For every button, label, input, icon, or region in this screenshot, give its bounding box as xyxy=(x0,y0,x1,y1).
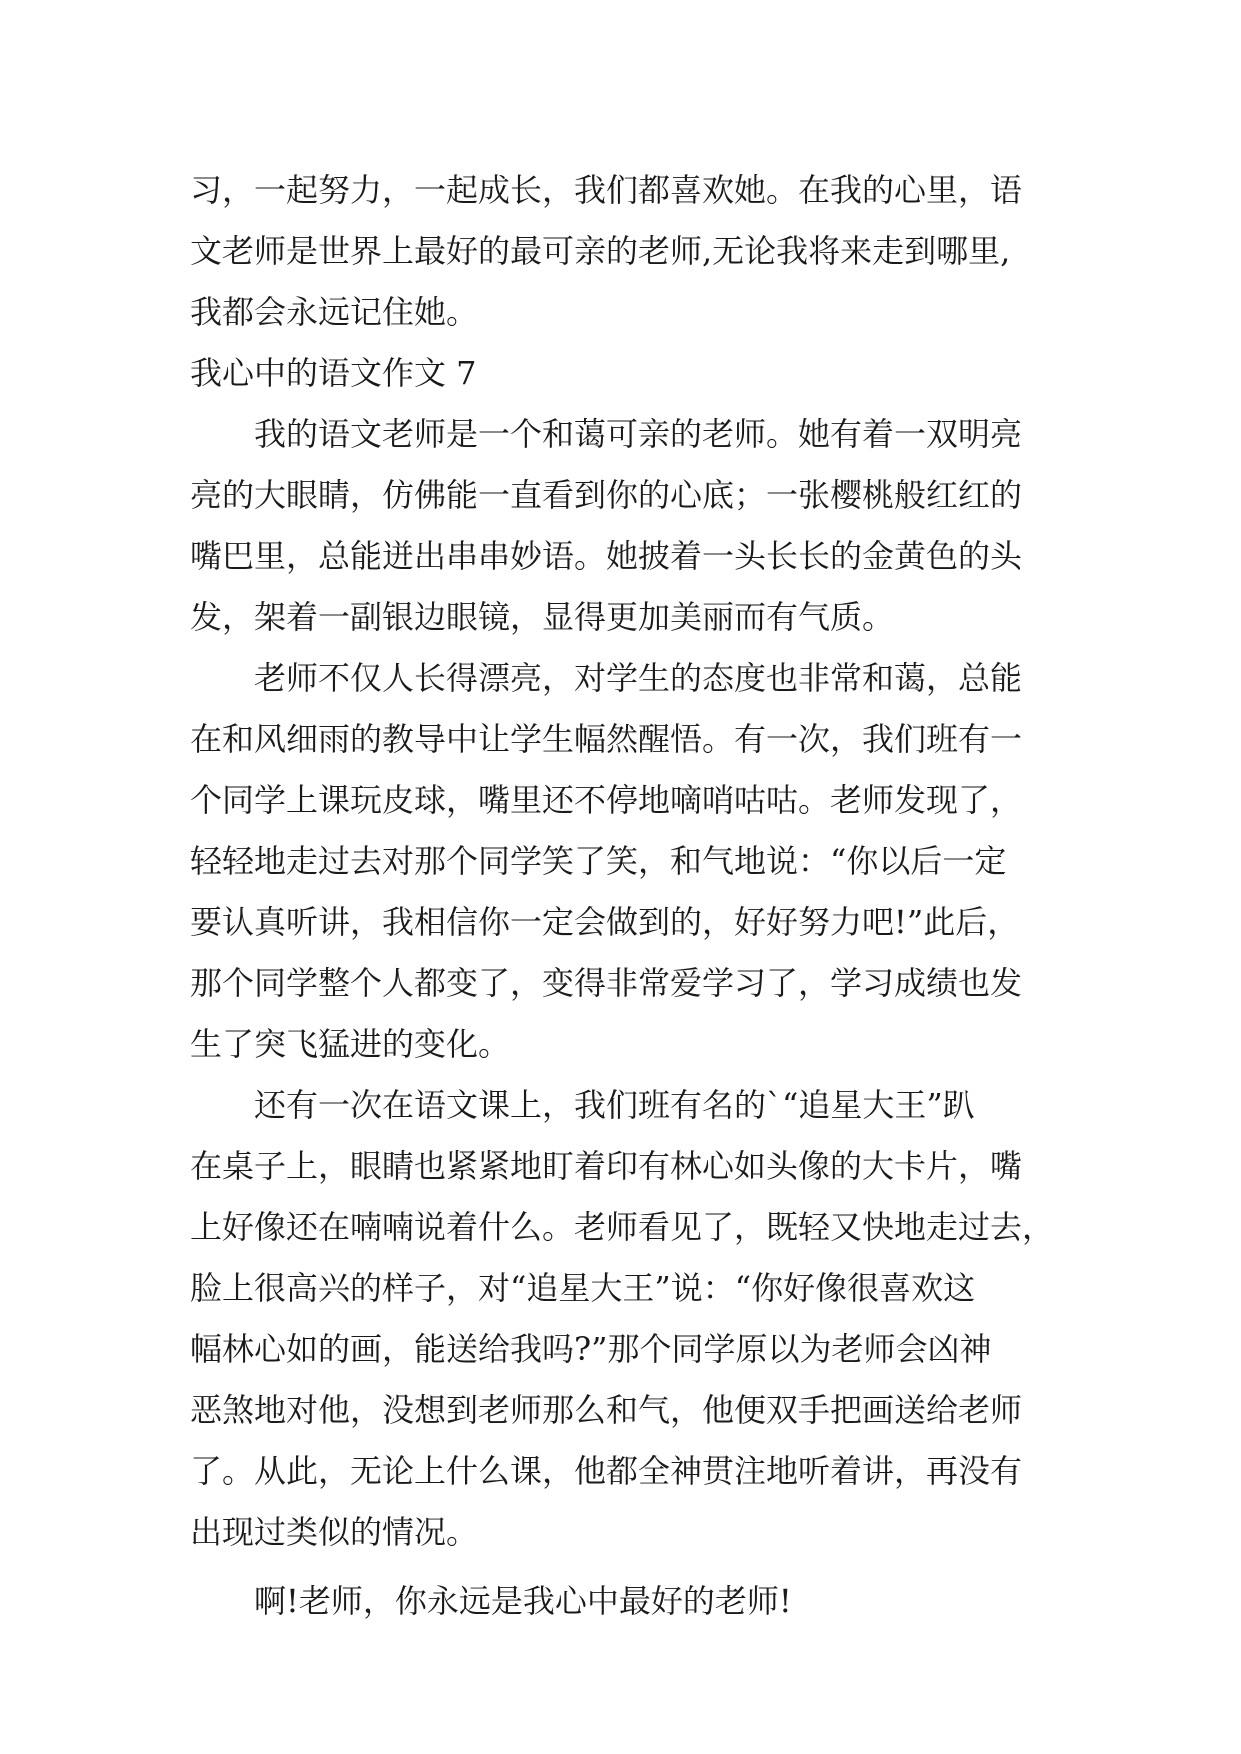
text-line: 上好像还在喃喃说着什么。老师看见了，既轻又快地走过去， xyxy=(190,1208,1055,1246)
text-line: 嘴巴里，总能迸出串串妙语。她披着一头长长的金黄色的头 xyxy=(190,537,1023,575)
text-line: 在和风细雨的教导中让学生幅然醒悟。有一次，我们班有一 xyxy=(190,720,1023,758)
continuation-paragraph xyxy=(190,160,1090,343)
paragraph-4 xyxy=(190,1571,1090,1632)
section-title: 我心中的语文作文 7 xyxy=(190,354,477,392)
text-line: 了。从此，无论上什么课，他都全神贯注地听着讲，再没有 xyxy=(190,1452,1023,1490)
text-line: 啊!老师，你永远是我心中最好的老师! xyxy=(254,1582,792,1620)
text-line: 生了突飞猛进的变化。 xyxy=(190,1025,511,1063)
text-line: 我都会永远记住她。 xyxy=(190,293,479,331)
text-line: 还有一次在语文课上，我们班有名的`“追星大王”趴 xyxy=(254,1086,975,1124)
text-line: 亮的大眼睛，仿佛能一直看到你的心底；一张樱桃般红红的 xyxy=(190,476,1023,514)
text-line: 恶煞地对他，没想到老师那么和气，他便双手把画送给老师 xyxy=(190,1391,1023,1429)
document-body xyxy=(190,160,1090,1632)
text-line: 我的语文老师是一个和蔼可亲的老师。她有着一双明亮 xyxy=(254,415,1023,453)
text-line: 幅林心如的画，能送给我吗?”那个同学原以为老师会凶神 xyxy=(190,1330,992,1368)
text-line: 发，架着一副银边眼镜，显得更加美丽而有气质。 xyxy=(190,598,895,636)
text-line: 出现过类似的情况。 xyxy=(190,1513,479,1551)
text-line: 脸上很高兴的样子，对“追星大王”说：“你好像很喜欢这 xyxy=(190,1269,976,1307)
text-line: 在桌子上，眼睛也紧紧地盯着印有林心如头像的大卡片，嘴 xyxy=(190,1147,1023,1185)
text-line: 个同学上课玩皮球，嘴里还不停地嘀哨咕咕。老师发现了， xyxy=(190,781,1023,819)
text-line: 那个同学整个人都变了，变得非常爱学习了，学习成绩也发 xyxy=(190,964,1023,1002)
text-line: 老师不仅人长得漂亮，对学生的态度也非常和蔼，总能 xyxy=(254,659,1023,697)
text-line: 习，一起努力，一起成长，我们都喜欢她。在我的心里，语 xyxy=(190,171,1023,209)
text-line: 文老师是世界上最好的最可亲的老师,无论我将来走到哪里, xyxy=(190,232,1011,270)
paragraph-3 xyxy=(190,1075,1090,1563)
paragraph-1 xyxy=(190,404,1090,648)
text-line: 要认真听讲，我相信你一定会做到的，好好努力吧!”此后， xyxy=(190,903,1020,941)
paragraph-2 xyxy=(190,648,1090,1075)
text-line: 轻轻地走过去对那个同学笑了笑，和气地说：“你以后一定 xyxy=(190,842,1007,880)
